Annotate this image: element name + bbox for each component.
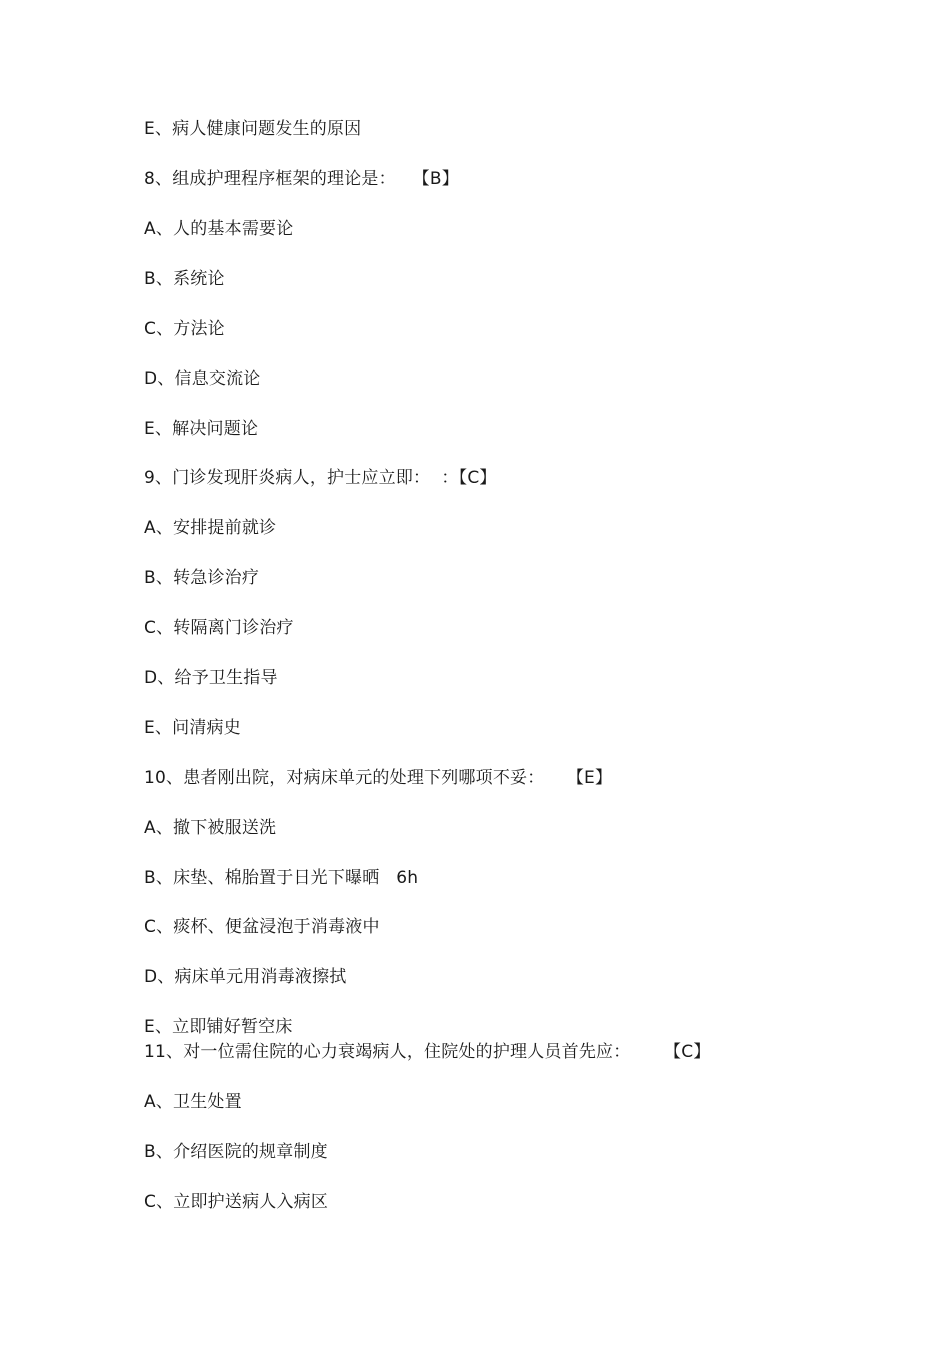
option-c-q10: C、痰杯、便盆浸泡于消毒液中 [144,917,380,937]
option-c-q8: C、方法论 [144,319,225,339]
option-a-q8: A、人的基本需要论 [144,219,294,239]
option-c-q11: C、立即护送病人入病区 [144,1192,329,1212]
option-d-q10: D、病床单元用消毒液擦拭 [144,967,347,987]
option-e-q7: E、病人健康问题发生的原因 [144,119,362,139]
question-9: 9、门诊发现肝炎病人，护士应立即： ：【C】 [144,468,497,488]
option-b-q11: B、介绍医院的规章制度 [144,1142,328,1162]
option-b-q9: B、转急诊治疗 [144,568,260,588]
question-8: 8、组成护理程序框架的理论是： 【B】 [144,169,459,189]
option-e-q8: E、解决问题论 [144,419,259,439]
question-11: 11、对一位需住院的心力衰竭病人，住院处的护理人员首先应： 【C】 [144,1042,711,1062]
option-a-q10: A、撤下被服送洗 [144,818,277,838]
option-a-q11: A、卫生处置 [144,1092,242,1112]
option-e-q9: E、问清病史 [144,718,241,738]
option-d-q9: D、给予卫生指导 [144,668,278,688]
option-a-q9: A、安排提前就诊 [144,518,277,538]
option-e-q10: E、立即铺好暂空床 [144,1017,293,1037]
option-d-q8: D、信息交流论 [144,369,261,389]
option-c-q9: C、转隔离门诊治疗 [144,618,294,638]
question-10: 10、患者刚出院，对病床单元的处理下列哪项不妥： 【E】 [144,768,613,788]
option-b-q10: B、床垫、棉胎置于日光下曝晒 6h [144,868,419,888]
option-b-q8: B、系统论 [144,269,225,289]
